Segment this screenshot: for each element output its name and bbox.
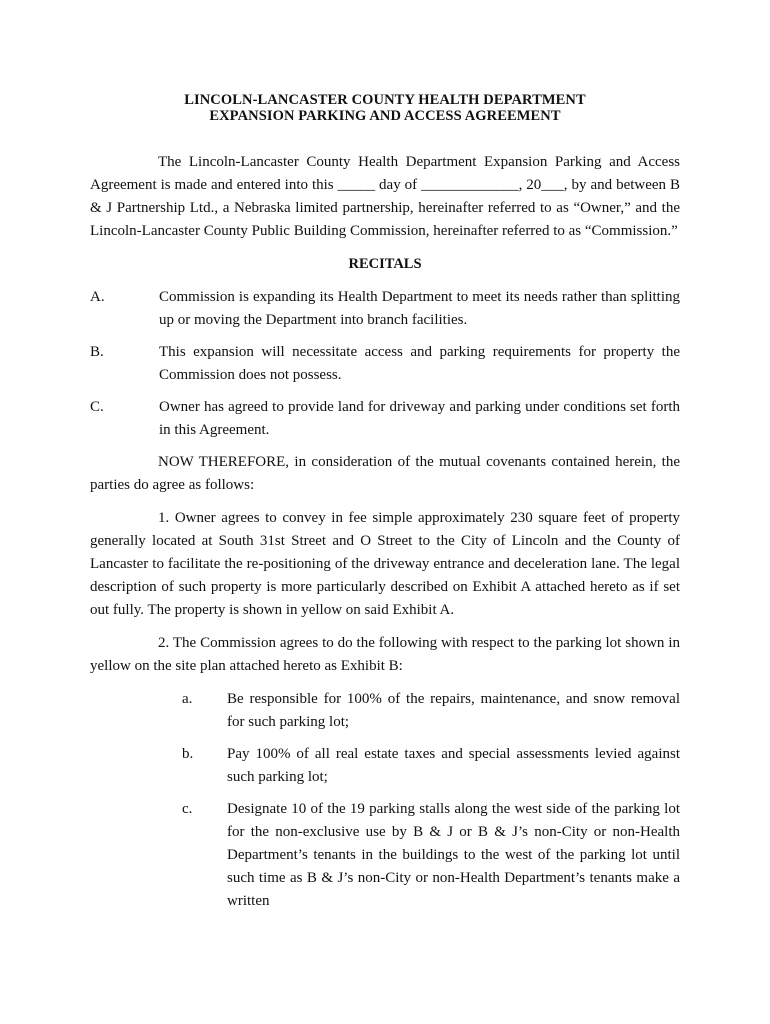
title-line-1: LINCOLN-LANCASTER COUNTY HEALTH DEPARTMENT [184,92,586,108]
recital-c-text: Owner has agreed to provide land for driveway and parking under conditions set forth in this Agreement. [159,399,680,438]
recitals-heading: RECITALS [348,256,422,272]
clause-1-paragraph: 1. Owner agrees to convey in fee simple approximately 230 square feet of property generally located at South 31st Street and O Street to the City of Lincoln and the County of Lancaster to facilitate the re-positioning of the driveway entrance and deceleration lane. The legal description of such property is more particularly described on Exhibit A attached hereto as if set out fully. The property is shown in yellow on said Exhibit A. [90,510,680,618]
subitem-c-text: Designate 10 of the 19 parking stalls along the west side of the parking lot for the non-exclusive use by B & J or B & J’s non-City or non-Health Department’s tenants in the buildings to the west of the parking lot until such time as B & J’s non-City or non-Health Department’s tenants make a written [227,801,680,909]
clause-2-paragraph: 2. The Commission agrees to do the following with respect to the parking lot shown in yellow on the site plan attached hereto as Exhibit B: [90,635,680,674]
recital-a-text: Commission is expanding its Health Department to meet its needs rather than splitting up or moving the Department into branch facilities. [159,289,680,328]
intro-paragraph: The Lincoln-Lancaster County Health Department Expansion Parking and Access Agreement is made and entered into this _____ day of _____________, 20___, by and between B & J Partnership Ltd., a Nebraska limited partnership, hereinafter referred to as “Owner,” and the Lincoln-Lancaster County Public Building Commission, hereinafter referred to as “Commission.” [90,154,680,239]
title-line-2: EXPANSION PARKING AND ACCESS AGREEMENT [209,108,561,124]
subitem-label-a: a. [182,691,193,707]
recital-label-c: C. [90,399,104,415]
subitem-a-text: Be responsible for 100% of the repairs, maintenance, and snow removal for such parking lot; [227,691,680,730]
subitem-b-text: Pay 100% of all real estate taxes and special assessments levied against such parking lot; [227,746,680,785]
recital-b-text: This expansion will necessitate access and parking requirements for property the Commission does not possess. [159,344,680,383]
subitem-label-b: b. [182,746,194,762]
subitem-label-c: c. [182,801,193,817]
recital-label-a: A. [90,289,105,305]
now-therefore-paragraph: NOW THEREFORE, in consideration of the mutual covenants contained herein, the parties do agree as follows: [90,454,680,493]
recital-label-b: B. [90,344,104,360]
